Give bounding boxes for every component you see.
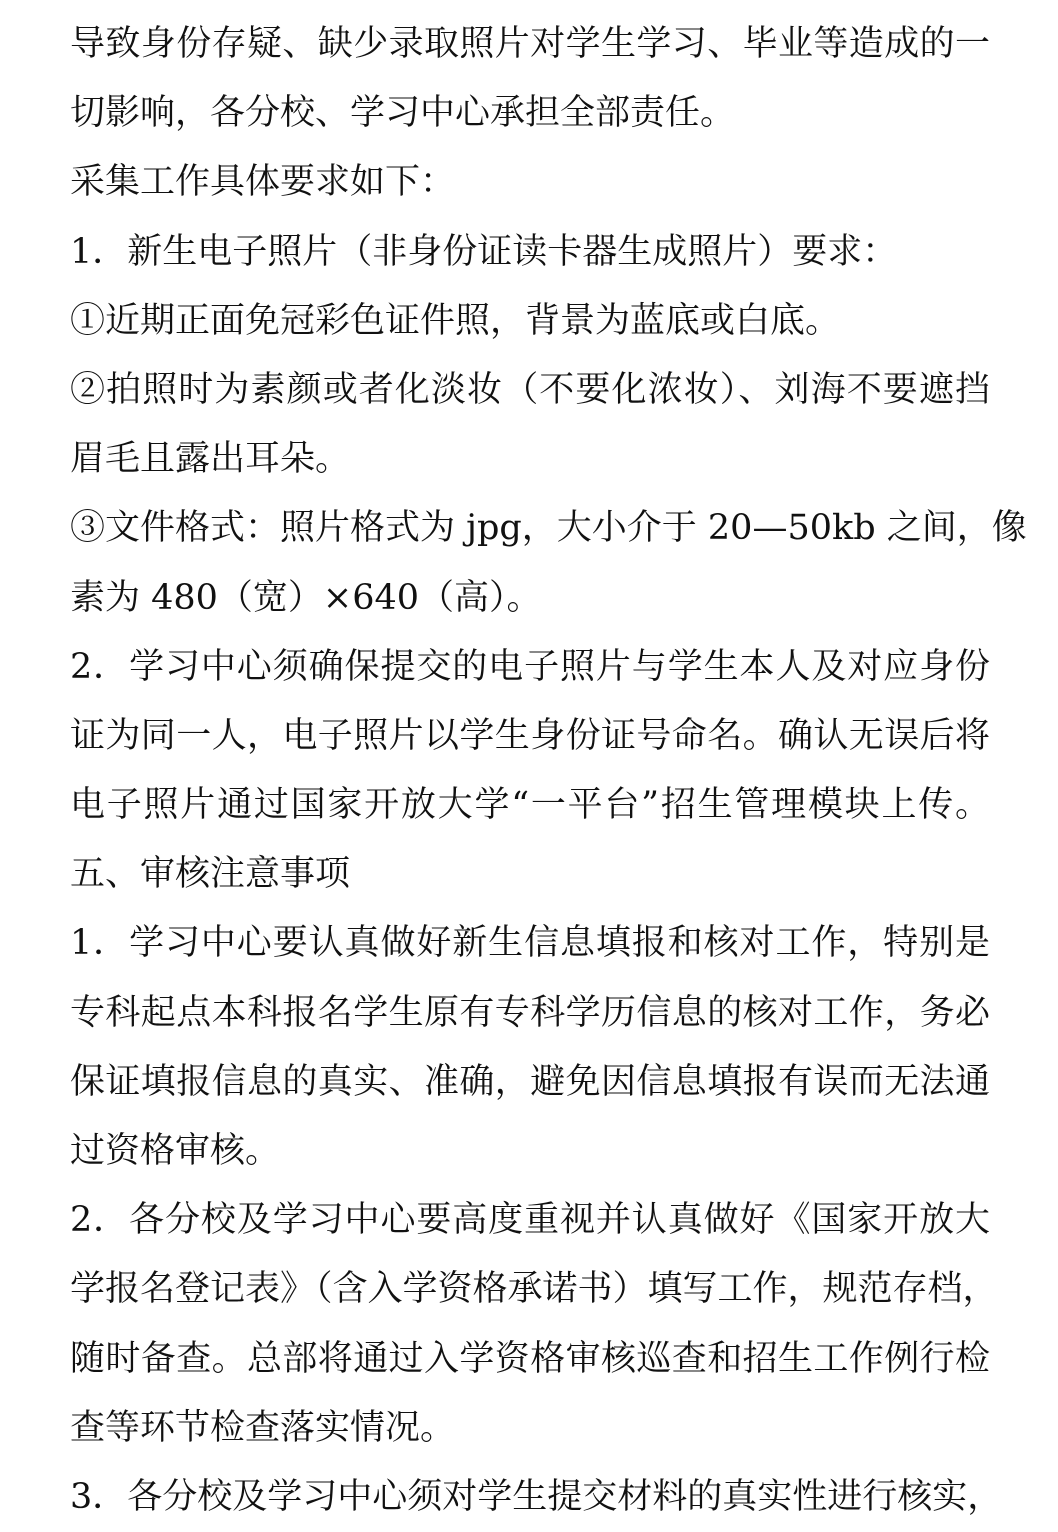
- text-line: 导致身份存疑、缺少录取照片对学生学习、毕业等造成的一: [70, 24, 990, 64]
- text-line: 3．各分校及学习中心须对学生提交材料的真实性进行核实，: [70, 1476, 1003, 1517]
- text-line: 1．学习中心要认真做好新生信息填报和核对工作，特别是: [70, 923, 990, 964]
- text-line: 过资格审核。: [70, 1131, 281, 1171]
- text-line: 2．学习中心须确保提交的电子照片与学生本人及对应身份: [70, 646, 990, 687]
- text-line: 证为同一人，电子照片以学生身份证号命名。确认无误后将: [70, 715, 990, 756]
- text-line: 电子照片通过国家开放大学“一平台”招生管理模块上传。: [70, 785, 990, 826]
- text-line: ③文件格式：照片格式为 jpg，大小介于 20—50kb 之间，像: [70, 508, 1027, 549]
- section-heading: 五、审核注意事项: [70, 854, 351, 895]
- text-line: 保证填报信息的真实、准确，避免因信息填报有误而无法通: [70, 1061, 990, 1102]
- text-line: 切影响，各分校、学习中心承担全部责任。: [70, 93, 736, 134]
- text-line: 采集工作具体要求如下：: [70, 162, 456, 203]
- document-page: [70, 10, 1027, 1532]
- text-line: ②拍照时为素颜或者化淡妆（不要化浓妆）、刘海不要遮挡: [70, 369, 990, 410]
- text-line: 眉毛且露出耳朵。: [70, 439, 351, 480]
- text-line: 2．各分校及学习中心要高度重视并认真做好《国家开放大: [70, 1200, 990, 1241]
- text-line: ①近期正面免冠彩色证件照，背景为蓝底或白底。: [70, 300, 841, 341]
- text-line: 1．新生电子照片（非身份证读卡器生成照片）要求：: [70, 231, 898, 272]
- text-line: 查等环节检查落实情况。: [70, 1407, 456, 1448]
- text-line: 随时备查。总部将通过入学资格审核巡查和招生工作例行检: [70, 1338, 990, 1379]
- text-line: 专科起点本科报名学生原有专科学历信息的核对工作，务必: [70, 992, 990, 1033]
- text-line: 学报名登记表》（含入学资格承诺书）填写工作，规范存档，: [70, 1269, 998, 1310]
- text-line: 素为 480（宽）×640（高）。: [70, 577, 542, 618]
